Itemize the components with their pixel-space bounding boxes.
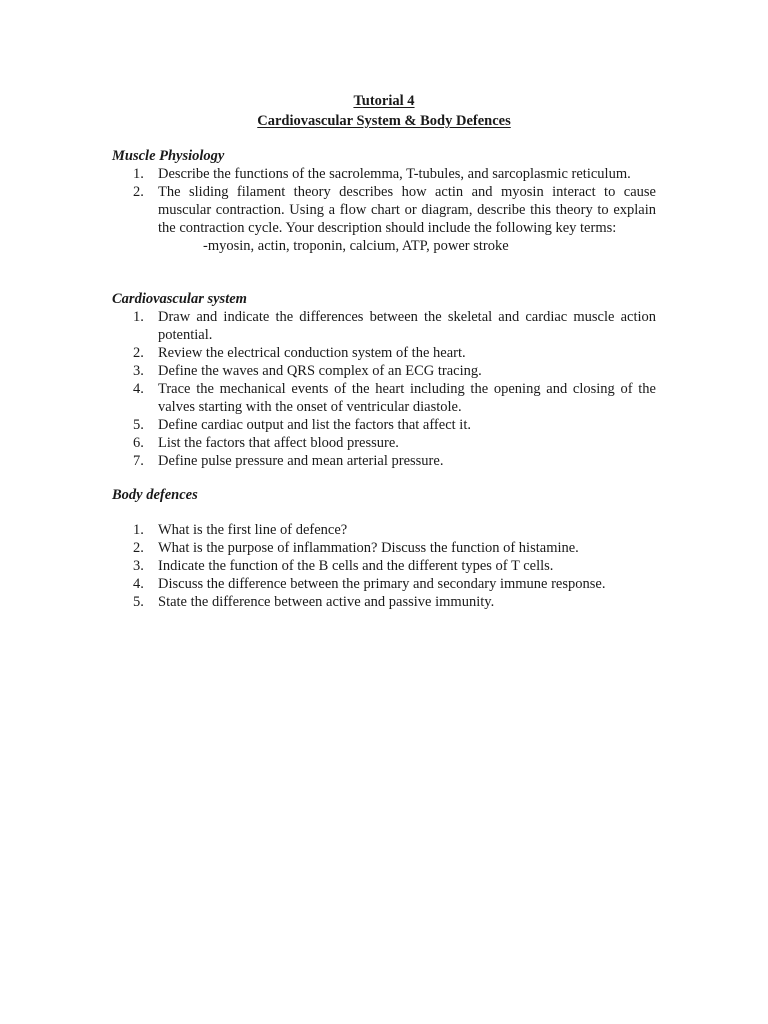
- list-item-text: Review the electrical conduction system of the heart.: [158, 345, 466, 361]
- key-terms-line: -myosin, actin, troponin, calcium, ATP, power stroke: [203, 238, 509, 254]
- list-item-number: 3.: [133, 558, 144, 574]
- list-item-number: 1.: [133, 166, 144, 182]
- list-item: [133, 593, 656, 611]
- section-heading-cardiovascular-system: Cardiovascular system: [112, 291, 247, 307]
- cardiovascular-list: [133, 308, 656, 470]
- list-item-text: Define the waves and QRS complex of an ECG tracing.: [158, 363, 482, 379]
- list-item-text: What is the first line of defence?: [158, 522, 348, 538]
- list-item-number: 5.: [133, 594, 144, 610]
- list-item-text: Discuss the difference between the primary and secondary immune response.: [158, 576, 606, 592]
- list-item-text: Describe the functions of the sacrolemma, T-tubules, and sarcoplasmic reticulum.: [158, 166, 631, 182]
- list-item-text: Draw and indicate the differences between the skeletal and cardiac muscle action potential.: [158, 309, 656, 343]
- list-item: [133, 575, 656, 593]
- list-item: [133, 380, 656, 416]
- list-item-number: 2.: [133, 184, 144, 200]
- list-item: [133, 539, 656, 557]
- list-item-text: Define cardiac output and list the factors that affect it.: [158, 417, 471, 433]
- muscle-physiology-list: [133, 165, 656, 255]
- list-item-text: The sliding filament theory describes how actin and myosin interact to cause muscular contraction. Using a flow chart or diagram, describe this theory to explain the contraction cycle. Your description should include the following key terms:: [158, 184, 656, 236]
- list-item-text: What is the purpose of inflammation? Discuss the function of histamine.: [158, 540, 579, 556]
- list-item: [133, 434, 656, 452]
- page-title: Tutorial 4: [353, 93, 415, 109]
- list-item: [133, 362, 656, 380]
- list-item: [133, 557, 656, 575]
- list-item-text: Define pulse pressure and mean arterial pressure.: [158, 453, 444, 469]
- body-defences-list: [133, 521, 656, 611]
- list-item-number: 4.: [133, 576, 144, 592]
- page-subtitle: Cardiovascular System & Body Defences: [257, 113, 511, 129]
- list-item: [133, 308, 656, 344]
- section-heading-body-defences: Body defences: [112, 487, 198, 503]
- list-item-number: 5.: [133, 417, 144, 433]
- list-item: [133, 183, 656, 255]
- list-item-text: Trace the mechanical events of the heart including the opening and closing of the valves starting with the onset of ventricular diastole.: [158, 381, 656, 415]
- list-item-text: Indicate the function of the B cells and the different types of T cells.: [158, 558, 554, 574]
- list-item: [133, 521, 656, 539]
- list-item-number: 2.: [133, 345, 144, 361]
- list-item-number: 7.: [133, 453, 144, 469]
- list-item-number: 3.: [133, 363, 144, 379]
- list-item: [133, 165, 656, 183]
- list-item-number: 1.: [133, 522, 144, 538]
- list-item: [133, 344, 656, 362]
- list-item-number: 6.: [133, 435, 144, 451]
- list-item: [133, 416, 656, 434]
- list-item-text: List the factors that affect blood pressure.: [158, 435, 399, 451]
- section-heading-muscle-physiology: Muscle Physiology: [112, 148, 225, 164]
- list-item-number: 4.: [133, 381, 144, 397]
- list-item-number: 1.: [133, 309, 144, 325]
- list-item-number: 2.: [133, 540, 144, 556]
- list-item: [133, 452, 656, 470]
- list-item-text: State the difference between active and passive immunity.: [158, 594, 495, 610]
